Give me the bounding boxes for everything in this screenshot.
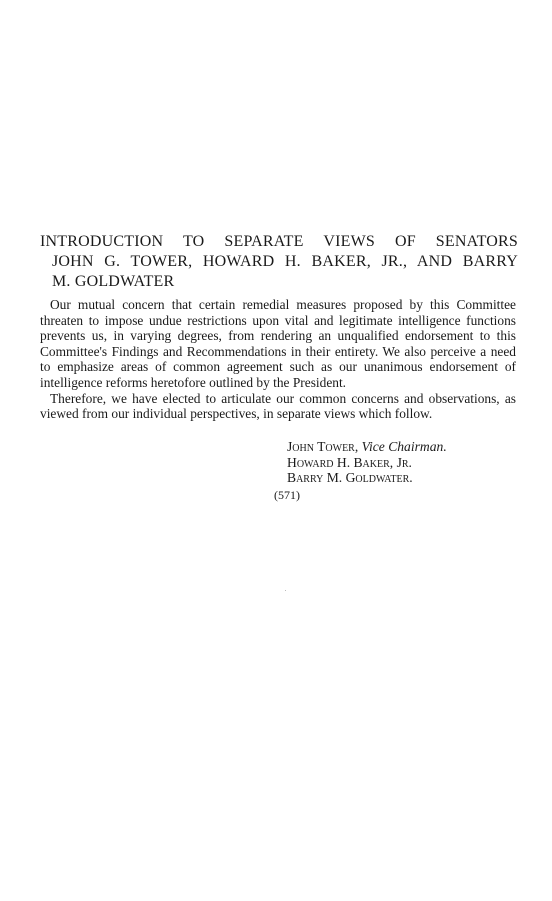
- body-text: [40, 297, 516, 422]
- signature-baker: Howard H. Baker, Jr.: [287, 454, 412, 470]
- signature-name: John Tower: [287, 439, 355, 454]
- signature-goldwater: Barry M. Goldwater.: [287, 470, 413, 486]
- heading-line-2: JOHN G. TOWER, HOWARD H. BAKER, JR., AND BARRY: [52, 253, 518, 270]
- signature-block: [287, 439, 447, 486]
- signature-title: Vice Chairman.: [361, 439, 447, 454]
- heading-line-1: INTRODUCTION TO SEPARATE VIEWS OF SENATORS: [40, 233, 518, 250]
- paragraph-1: Our mutual concern that certain remedial measures proposed by this Committee threaten to impose undue restrictions upon vital and legitimate intelligence functions prevents us, in varying degrees, from rendering an unqualified endorsement to this Committee's Findings and Recommendations in their entirety. We also perceive a need to emphasize areas of common agreement such as our unanimous endorsement of intelligence reforms heretofore outlined by the President.: [40, 297, 516, 390]
- heading-line-3: M. GOLDWATER: [52, 273, 175, 290]
- scan-speck: [285, 590, 286, 591]
- document-heading: [40, 232, 518, 292]
- paragraph-2: Therefore, we have elected to articulate our common concerns and observations, as viewed from our individual perspectives, in separate views which follow.: [40, 390, 516, 422]
- signature-tower: John Tower, Vice Chairman.: [287, 439, 447, 454]
- page-number: (571): [274, 488, 300, 502]
